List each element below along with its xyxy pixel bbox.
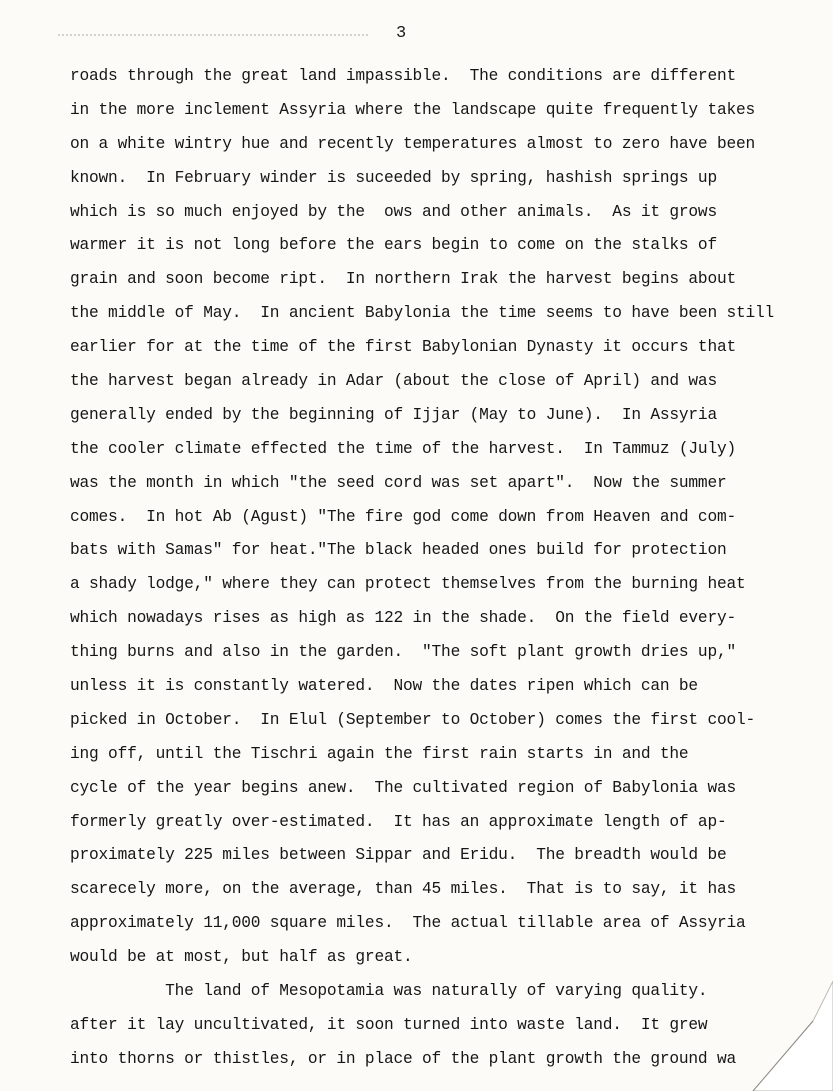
page-number: 3	[396, 24, 407, 43]
text-line: comes. In hot Ab (Agust) "The fire god come down from Heaven and com-	[70, 507, 736, 526]
text-line: bats with Samas" for heat."The black headed ones build for protection	[70, 541, 727, 560]
text-line: formerly greatly over-estimated. It has an approximate length of ap-	[70, 812, 727, 831]
text-line: warmer it is not long before the ears begin to come on the stalks of	[70, 236, 717, 255]
text-line: roads through the great land impassible. The conditions are different	[70, 67, 736, 85]
text-line: which is so much enjoyed by the ows and other animals. As it grows	[70, 202, 717, 221]
text-line: ing off, until the Tischri again the first rain starts in and the	[70, 744, 689, 763]
text-line: after it lay uncultivated, it soon turned into waste land. It grew	[70, 1015, 708, 1034]
text-line: a shady lodge," where they can protect themselves from the burning heat	[70, 575, 746, 594]
text-line: the middle of May. In ancient Babylonia the time seems to have been still	[70, 304, 775, 323]
text-line: the cooler climate effected the time of the harvest. In Tammuz (July)	[70, 439, 736, 458]
text-line: would be at most, but half as great.	[70, 948, 413, 967]
text-line: into thorns or thistles, or in place of the plant growth the ground wa	[70, 1049, 736, 1068]
text-line: generally ended by the beginning of Ijjar (May to June). In Assyria	[70, 405, 717, 424]
text-line: known. In February winder is suceeded by spring, hashish springs up	[70, 168, 717, 187]
body-text	[70, 60, 820, 1077]
text-line: cycle of the year begins anew. The cultivated region of Babylonia was	[70, 778, 736, 797]
text-line: was the month in which "the seed cord was set apart". Now the summer	[70, 473, 727, 492]
text-line: the harvest began already in Adar (about the close of April) and was	[70, 372, 717, 391]
text-line: thing burns and also in the garden. "The soft plant growth dries up,"	[70, 643, 736, 662]
text-line: earlier for at the time of the first Babylonian Dynasty it occurs that	[70, 338, 736, 357]
header-smudge	[58, 34, 368, 44]
text-line: picked in October. In Elul (September to October) comes the first cool-	[70, 710, 756, 729]
text-line: in the more inclement Assyria where the landscape quite frequently takes	[70, 100, 756, 119]
text-line: on a white wintry hue and recently temperatures almost to zero have been	[70, 134, 756, 153]
text-line: which nowadays rises as high as 122 in the shade. On the field every-	[70, 609, 736, 628]
text-line: approximately 11,000 square miles. The actual tillable area of Assyria	[70, 914, 746, 933]
text-line: The land of Mesopotamia was naturally of varying quality.	[70, 982, 708, 1001]
text-line: unless it is constantly watered. Now the dates ripen which can be	[70, 677, 698, 696]
text-line: scarecely more, on the average, than 45 miles. That is to say, it has	[70, 880, 736, 899]
text-line: proximately 225 miles between Sippar and Eridu. The breadth would be	[70, 846, 727, 865]
text-line: grain and soon become ript. In northern Irak the harvest begins about	[70, 270, 736, 289]
page-corner-curl	[743, 981, 833, 1091]
